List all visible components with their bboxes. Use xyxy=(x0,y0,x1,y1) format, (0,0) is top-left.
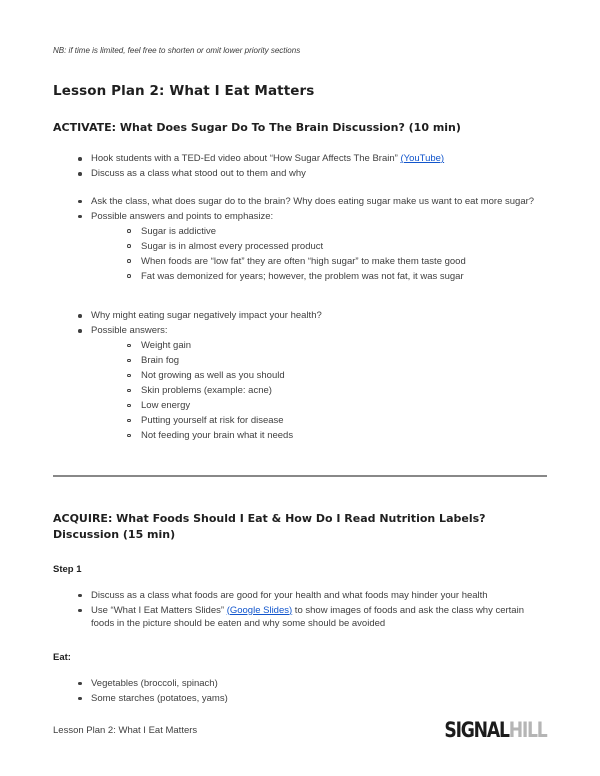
list-item xyxy=(53,604,547,631)
signal-hill-logo xyxy=(445,718,547,742)
list-item: Putting yourself at risk for disease xyxy=(53,414,547,428)
list-item: Discuss as a class what stood out to them and why xyxy=(53,167,547,181)
logo-text-hill: HILL xyxy=(509,718,547,742)
list-item: Low energy xyxy=(53,399,547,413)
list-item: Sugar is addictive xyxy=(53,225,547,239)
eat-bullet-group xyxy=(53,677,547,706)
list-item xyxy=(53,152,547,166)
list-item: Possible answers and points to emphasize: xyxy=(53,210,547,224)
activate-bullet-group-3 xyxy=(53,309,547,443)
acquire-section-heading: ACQUIRE: What Foods Should I Eat & How Do I Read Nutrition Labels? Discussion (15 min) xyxy=(53,511,486,541)
activate-section-heading: ACTIVATE: What Does Sugar Do To The Brain Discussion? (10 min) xyxy=(53,121,461,134)
section-divider xyxy=(53,475,547,477)
list-item: Possible answers: xyxy=(53,324,547,338)
bullet-text: Hook students with a TED-Ed video about “How Sugar Affects The Brain” xyxy=(91,153,401,164)
youtube-link[interactable]: (YouTube) xyxy=(400,153,445,164)
list-item: Weight gain xyxy=(53,339,547,353)
priority-note: NB: if time is limited, feel free to shorten or omit lower priority sections xyxy=(53,46,301,55)
acquire-bullet-group-1 xyxy=(53,589,547,631)
list-item: Sugar is in almost every processed product xyxy=(53,240,547,254)
list-item: When foods are “low fat” they are often “high sugar” to make them taste good xyxy=(53,255,547,269)
list-item: Skin problems (example: acne) xyxy=(53,384,547,398)
list-item: Why might eating sugar negatively impact your health? xyxy=(53,309,547,323)
list-item: Ask the class, what does sugar do to the brain? Why does eating sugar make us want to eat more sugar? xyxy=(53,195,547,209)
step-1-label: Step 1 xyxy=(53,563,82,575)
eat-label: Eat: xyxy=(53,651,71,663)
page-title: Lesson Plan 2: What I Eat Matters xyxy=(53,83,315,99)
bullet-text: Use “What I Eat Matters Slides” xyxy=(91,604,227,616)
list-item: Not feeding your brain what it needs xyxy=(53,429,547,443)
logo-text-signal: SIGNAL xyxy=(444,718,510,742)
list-item: Some starches (potatoes, yams) xyxy=(53,692,547,706)
activate-bullet-group-2 xyxy=(53,195,547,284)
bullet-text: to show images of foods and ask the class why certain foods in the picture should be eaten and why some should be avoided xyxy=(91,604,524,629)
list-item: Fat was demonized for years; however, the problem was not fat, it was sugar xyxy=(53,270,547,284)
list-item: Not growing as well as you should xyxy=(53,369,547,383)
list-item: Discuss as a class what foods are good for your health and what foods may hinder your health xyxy=(53,589,547,603)
footer-title: Lesson Plan 2: What I Eat Matters xyxy=(53,724,198,736)
page-footer xyxy=(53,714,547,746)
activate-bullet-group-1 xyxy=(53,152,547,181)
list-item: Brain fog xyxy=(53,354,547,368)
google-slides-link[interactable]: (Google Slides) xyxy=(226,604,293,616)
list-item: Vegetables (broccoli, spinach) xyxy=(53,677,547,691)
